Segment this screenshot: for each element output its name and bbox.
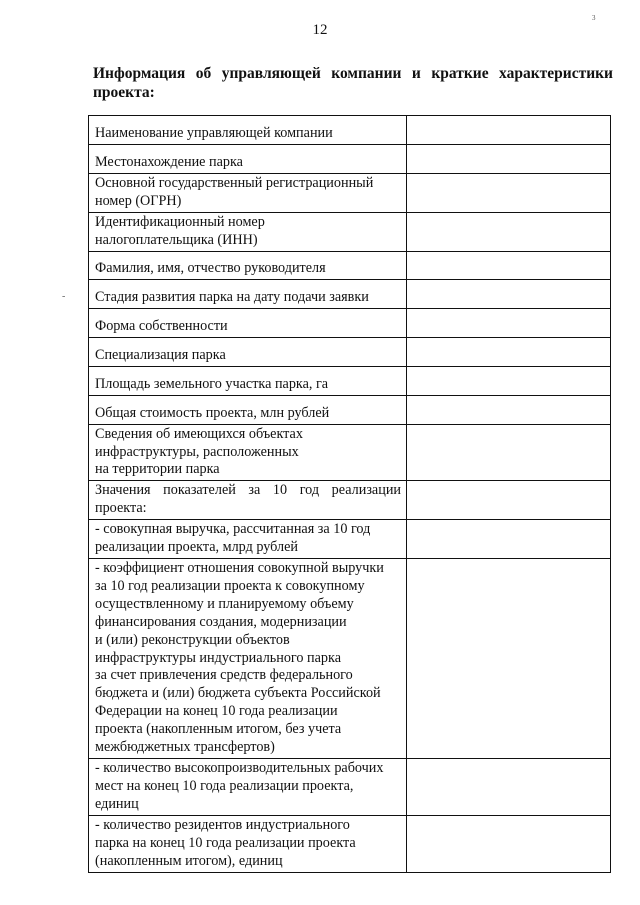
row-value-company-name[interactable] (407, 116, 611, 145)
row-label-park-location: Местонахождение парка (89, 145, 407, 174)
project-info-table (88, 115, 611, 873)
row-value-revenue-ratio[interactable] (407, 558, 611, 758)
page-number: 12 (312, 22, 328, 38)
row-label-indicators: Значения показателей за 10 год реализации проекта: (89, 481, 407, 520)
row-value-specialization[interactable] (407, 337, 611, 366)
corner-mark: 3 (592, 14, 596, 22)
row-label-ogrn: Основной государственный регистрационный номер (ОГРН) (89, 174, 407, 213)
row-label-land-area: Площадь земельного участка парка, га (89, 366, 407, 395)
table-row (89, 520, 611, 559)
row-value-inn[interactable] (407, 212, 611, 251)
table-row (89, 337, 611, 366)
row-value-jobs[interactable] (407, 758, 611, 815)
table-row (89, 251, 611, 279)
row-label-residents: - количество резидентов индустриального парка на конец 10 года реализации проекта (накопленным итогом), единиц (89, 815, 407, 872)
margin-mark: - (62, 291, 66, 302)
row-value-ownership-form[interactable] (407, 308, 611, 337)
table-row (89, 174, 611, 213)
row-value-infrastructure[interactable] (407, 424, 611, 481)
row-label-revenue: - совокупная выручка, рассчитанная за 10 год реализации проекта, млрд рублей (89, 520, 407, 559)
row-label-infrastructure: Сведения об имеющихся объектах инфраструктуры, расположенных на территории парка (89, 424, 407, 481)
row-label-company-name: Наименование управляющей компании (89, 116, 407, 145)
row-value-revenue[interactable] (407, 520, 611, 559)
table-row (89, 758, 611, 815)
table-row (89, 279, 611, 308)
table-row (89, 815, 611, 872)
table-row (89, 481, 611, 520)
table-row (89, 308, 611, 337)
table-row (89, 366, 611, 395)
row-value-land-area[interactable] (407, 366, 611, 395)
row-value-ogrn[interactable] (407, 174, 611, 213)
table-row (89, 424, 611, 481)
row-value-project-cost[interactable] (407, 395, 611, 424)
table-row (89, 212, 611, 251)
row-label-inn: Идентификационный номер налогоплательщика (ИНН) (89, 212, 407, 251)
row-label-project-cost: Общая стоимость проекта, млн рублей (89, 395, 407, 424)
section-heading: Информация об управляющей компании и краткие характеристики проекта: (93, 65, 613, 101)
row-label-development-stage: Стадия развития парка на дату подачи заявки (89, 279, 407, 308)
row-label-ownership-form: Форма собственности (89, 308, 407, 337)
table-row (89, 395, 611, 424)
table-row (89, 145, 611, 174)
row-label-specialization: Специализация парка (89, 337, 407, 366)
row-label-director-name: Фамилия, имя, отчество руководителя (89, 251, 407, 279)
row-value-director-name[interactable] (407, 251, 611, 279)
row-value-residents[interactable] (407, 815, 611, 872)
table-row (89, 558, 611, 758)
row-label-jobs: - количество высокопроизводительных рабочих мест на конец 10 года реализации проекта, единиц (89, 758, 407, 815)
row-value-development-stage[interactable] (407, 279, 611, 308)
row-label-revenue-ratio: - коэффициент отношения совокупной выручки за 10 год реализации проекта к совокупному осуществленному и планируемому объему финансирования создания, модернизации и (или) реконструкции объектов инфраструктуры индустриального парка за счет привлечения средств федерального бюджета и (или) бюджета субъекта Российской Федерации на конец 10 года реализации проекта (накопленным итогом, без учета межбюджетных трансфертов) (89, 558, 407, 758)
table-row (89, 116, 611, 145)
row-value-indicators[interactable] (407, 481, 611, 520)
row-value-park-location[interactable] (407, 145, 611, 174)
